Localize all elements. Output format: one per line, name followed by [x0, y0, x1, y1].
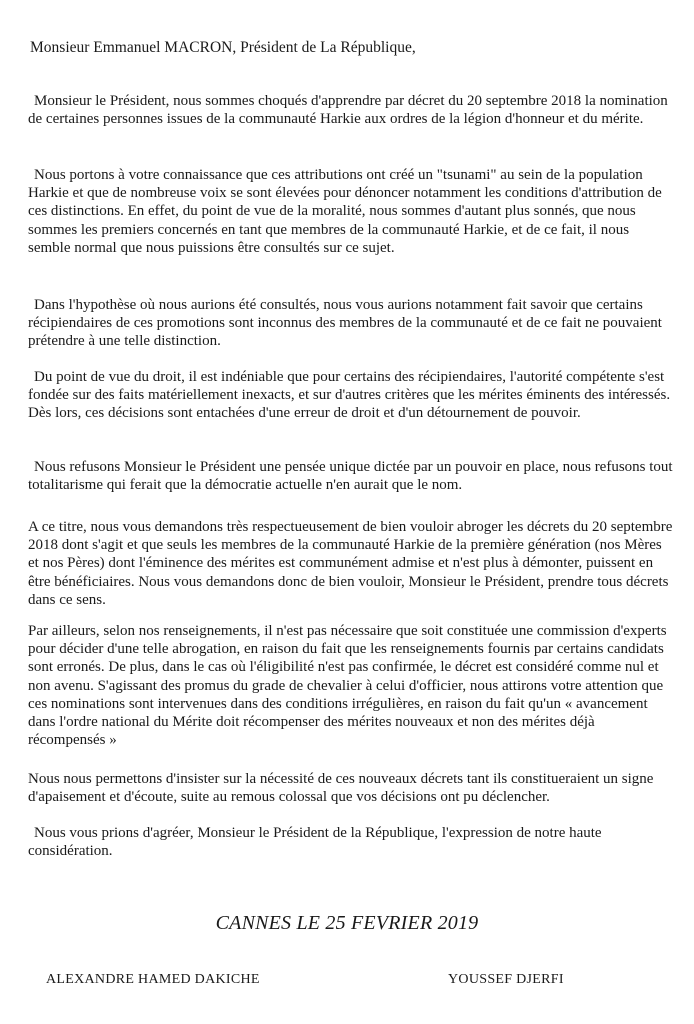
paragraph-2: Nous portons à votre connaissance que ces attributions ont créé un "tsunami" au sein de la population Harkie et que de nombreuse voix se sont élevées pour dénoncer notamment les conditions d'attribution de ces distinctions. En effet, du point de vue de la moralité, nous sommes d'autant plus sonnés, que nous sommes les premiers concernés en tant que membres de la communauté Harkie, et de ce fait, il nous semble normal que nous puissions être consultés sur ce sujet. — [28, 167, 662, 256]
paragraph-8: Nous nous permettons d'insister sur la nécessité de ces nouveaux décrets tant ils constitueraient un signe d'apaisement et d'écoute, suite au remous colossal que vos décisions ont pu déclencher. — [28, 771, 654, 806]
paragraph-5: Nous refusons Monsieur le Président une pensée unique dictée par un pouvoir en place, nous refusons tout totalitarisme qui ferait que la démocratie actuelle n'en aurait que le nom. — [28, 459, 673, 494]
place-date: CANNES LE 25 FEVRIER 2019 — [215, 912, 479, 934]
paragraph-7: Par ailleurs, selon nos renseignements, il n'est pas nécessaire que soit constituée une commission d'experts pour décider d'une telle abrogation, en raison du fait que les renseignements fournis par certains candidats sont erronés. De plus, dans le cas où l'éligibilité n'est pas confirmée, le décret est considéré comme nul et non avenu. S'agissant des promus du grade de chevalier à celui d'officier, nous attirons votre attention que ces nominations sont intervenues dans des conditions irrégulières, en raison du fait qu'un « avancement dans l'ordre national du Mérite doit récompenser des mérites nouveaux et non des mérites déjà récompensés » — [28, 623, 667, 749]
paragraph-4: Du point de vue du droit, il est indéniable que pour certains des récipiendaires, l'autorité compétente s'est fondée sur des faits matériellement inexacts, et sur d'autres critères que les mérites éminents des intéressés. Dès lors, ces décisions sont entachées d'une erreur de droit et d'un détournement de pouvoir. — [28, 369, 671, 422]
signatory-1: ALEXANDRE HAMED DAKICHE — [46, 972, 260, 987]
salutation: Monsieur Emmanuel MACRON, Président de La République, — [30, 39, 416, 56]
paragraph-9: Nous vous prions d'agréer, Monsieur le Président de la République, l'expression de notre haute considération. — [28, 825, 602, 860]
paragraph-1: Monsieur le Président, nous sommes choqués d'apprendre par décret du 20 septembre 2018 la nomination de certaines personnes issues de la communauté Harkie aux ordres de la légion d'honneur et du mérite. — [28, 93, 668, 128]
paragraph-3: Dans l'hypothèse où nous aurions été consultés, nous vous aurions notamment fait savoir que certains récipiendaires de ces promotions sont inconnus des membres de la communauté et de ce fait ne pouvaient prétendre à une telle distinction. — [28, 297, 662, 350]
paragraph-6: A ce titre, nous vous demandons très respectueusement de bien vouloir abroger les décrets du 20 septembre 2018 dont s'agit et que seuls les membres de la communauté Harkie de la première génération (nos Mères et nos Pères) dont l'éminence des mérites est communément admise et n'est plus à démonter, puissent en être bénéficiaires. Nous vous demandons donc de bien vouloir, Monsieur le Président, prendre tous décrets dans ce sens. — [28, 519, 673, 608]
signatory-2: YOUSSEF DJERFI — [448, 972, 564, 987]
